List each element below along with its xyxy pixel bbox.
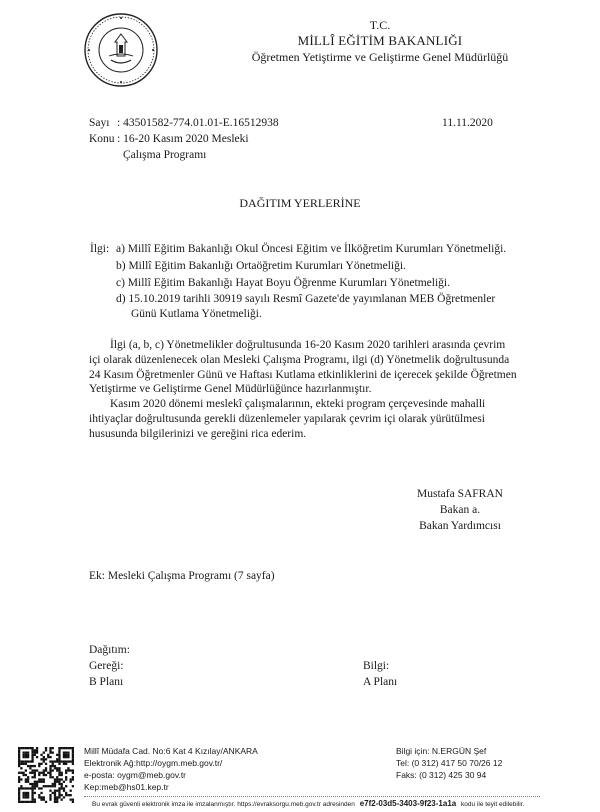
konu-value: : 16-20 Kasım 2020 Mesleki: [117, 133, 249, 145]
footer-address: Millî Müdafa Cad. No:6 Kat 4 Kızılay/ANKARA: [84, 746, 258, 756]
signatory-title-2: Bakan Yardımcısı: [419, 520, 501, 532]
body-line: 24 Kasım Öğretmenler Günü ve Haftası Kutlama etkinliklerini de içerecek şekilde Öğretmen: [89, 368, 517, 381]
ministry-seal: [83, 12, 159, 88]
geregi-label: Gereği:: [89, 660, 124, 672]
body-line: ihtiyaçlar doğrultusunda gerekli düzenlemeler yapılarak çevrim içi olarak yürütülmesi: [89, 412, 485, 425]
ilgi-label: İlgi:: [90, 243, 110, 255]
ilgi-item: d) 15.10.2019 tarihli 30919 sayılı Resmî Gazete'de yayımlanan MEB Öğretmenler: [116, 293, 496, 305]
body-line: İlgi (a, b, c) Yönetmelikler doğrultusunda 16-20 Kasım 2020 tarihleri arasında çevrim: [110, 339, 506, 351]
attachment-note: Ek: Mesleki Çalışma Programı (7 sayfa): [89, 570, 275, 582]
geregi-value: B Planı: [89, 676, 124, 688]
body-paragraph-2: [89, 397, 517, 441]
footer-web-link[interactable]: Elektronik Ağ:http://oygm.meb.gov.tr/: [84, 758, 223, 768]
footer-email-link[interactable]: e-posta: oygm@meb.gov.tr: [84, 770, 187, 780]
header-tc: T.C.: [369, 18, 391, 32]
sayi-value: : 43501582-774.01.01-E.16512938: [117, 117, 279, 129]
footer-kep: Kep:meb@hs01.kep.tr: [84, 782, 169, 792]
bilgi-label: Bilgi:: [363, 660, 390, 672]
footer-verification: [92, 799, 524, 808]
bilgi-value: A Planı: [363, 676, 398, 688]
sayi-label: Sayı: [89, 117, 110, 129]
header-directorate: Öğretmen Yetiştirme ve Geliştirme Genel Müdürlüğü: [251, 50, 509, 64]
footer-divider: [84, 796, 540, 797]
footer-contact: Bilgi için: N.ERGÜN Şef: [396, 746, 487, 756]
body-line: Kasım 2020 dönemi meslekî çalışmalarının, ekteki program çerçevesinde mahalli: [110, 398, 486, 410]
ilgi-item: c) Millî Eğitim Bakanlığı Hayat Boyu Öğrenme Kurumları Yönetmeliği.: [116, 277, 450, 289]
signatory-title-1: Bakan a.: [439, 504, 481, 516]
body-paragraph-1: [89, 338, 517, 397]
qr-code-icon: [18, 747, 74, 803]
body-line: hususunda bilgilerinizi ve gereğini rica ederim.: [89, 427, 307, 440]
signatory-name: Mustafa SAFRAN: [417, 488, 503, 500]
ilgi-item: Günü Kutlama Yönetmeliği.: [131, 308, 262, 320]
verification-text: Bu evrak güvenli elektronik imza ile imzalanmıştır. https://evraksorgu.meb.gov.tr adresinden: [92, 801, 355, 808]
header-ministry: MİLLÎ EĞİTİM BAKANLIĞI: [297, 33, 463, 48]
page-title: DAĞITIM YERLERİNE: [239, 196, 361, 210]
ilgi-item: a) Millî Eğitim Bakanlığı Okul Öncesi Eğitim ve İlköğretim Kurumları Yönetmeliği.: [116, 243, 507, 255]
distribution-label: Dağıtım:: [89, 644, 130, 656]
konu-label: Konu: [89, 133, 115, 145]
footer-fax: Faks: (0 312) 425 30 94: [396, 770, 487, 780]
verification-suffix: kodu ile teyit edilebilir.: [461, 801, 525, 808]
verification-code: e7f2-03d5-3403-9f23-1a1a: [359, 799, 457, 808]
document-date: 11.11.2020: [442, 117, 493, 129]
body-line: içi olarak düzenlenecek olan Mesleki Çalışma Programı, ilgi (d) Yönetmelik doğrultusunda: [89, 353, 510, 366]
footer-tel: Tel: (0 312) 417 50 70/26 12: [396, 758, 503, 768]
konu-value-cont: Çalışma Programı: [123, 149, 207, 161]
body-line: Yetiştirme ve Geliştirme Genel Müdürlüğünce hazırlanmıştır.: [89, 383, 372, 396]
ilgi-item: b) Millî Eğitim Bakanlığı Ortaöğretim Kurumları Yönetmeliği.: [116, 260, 406, 272]
